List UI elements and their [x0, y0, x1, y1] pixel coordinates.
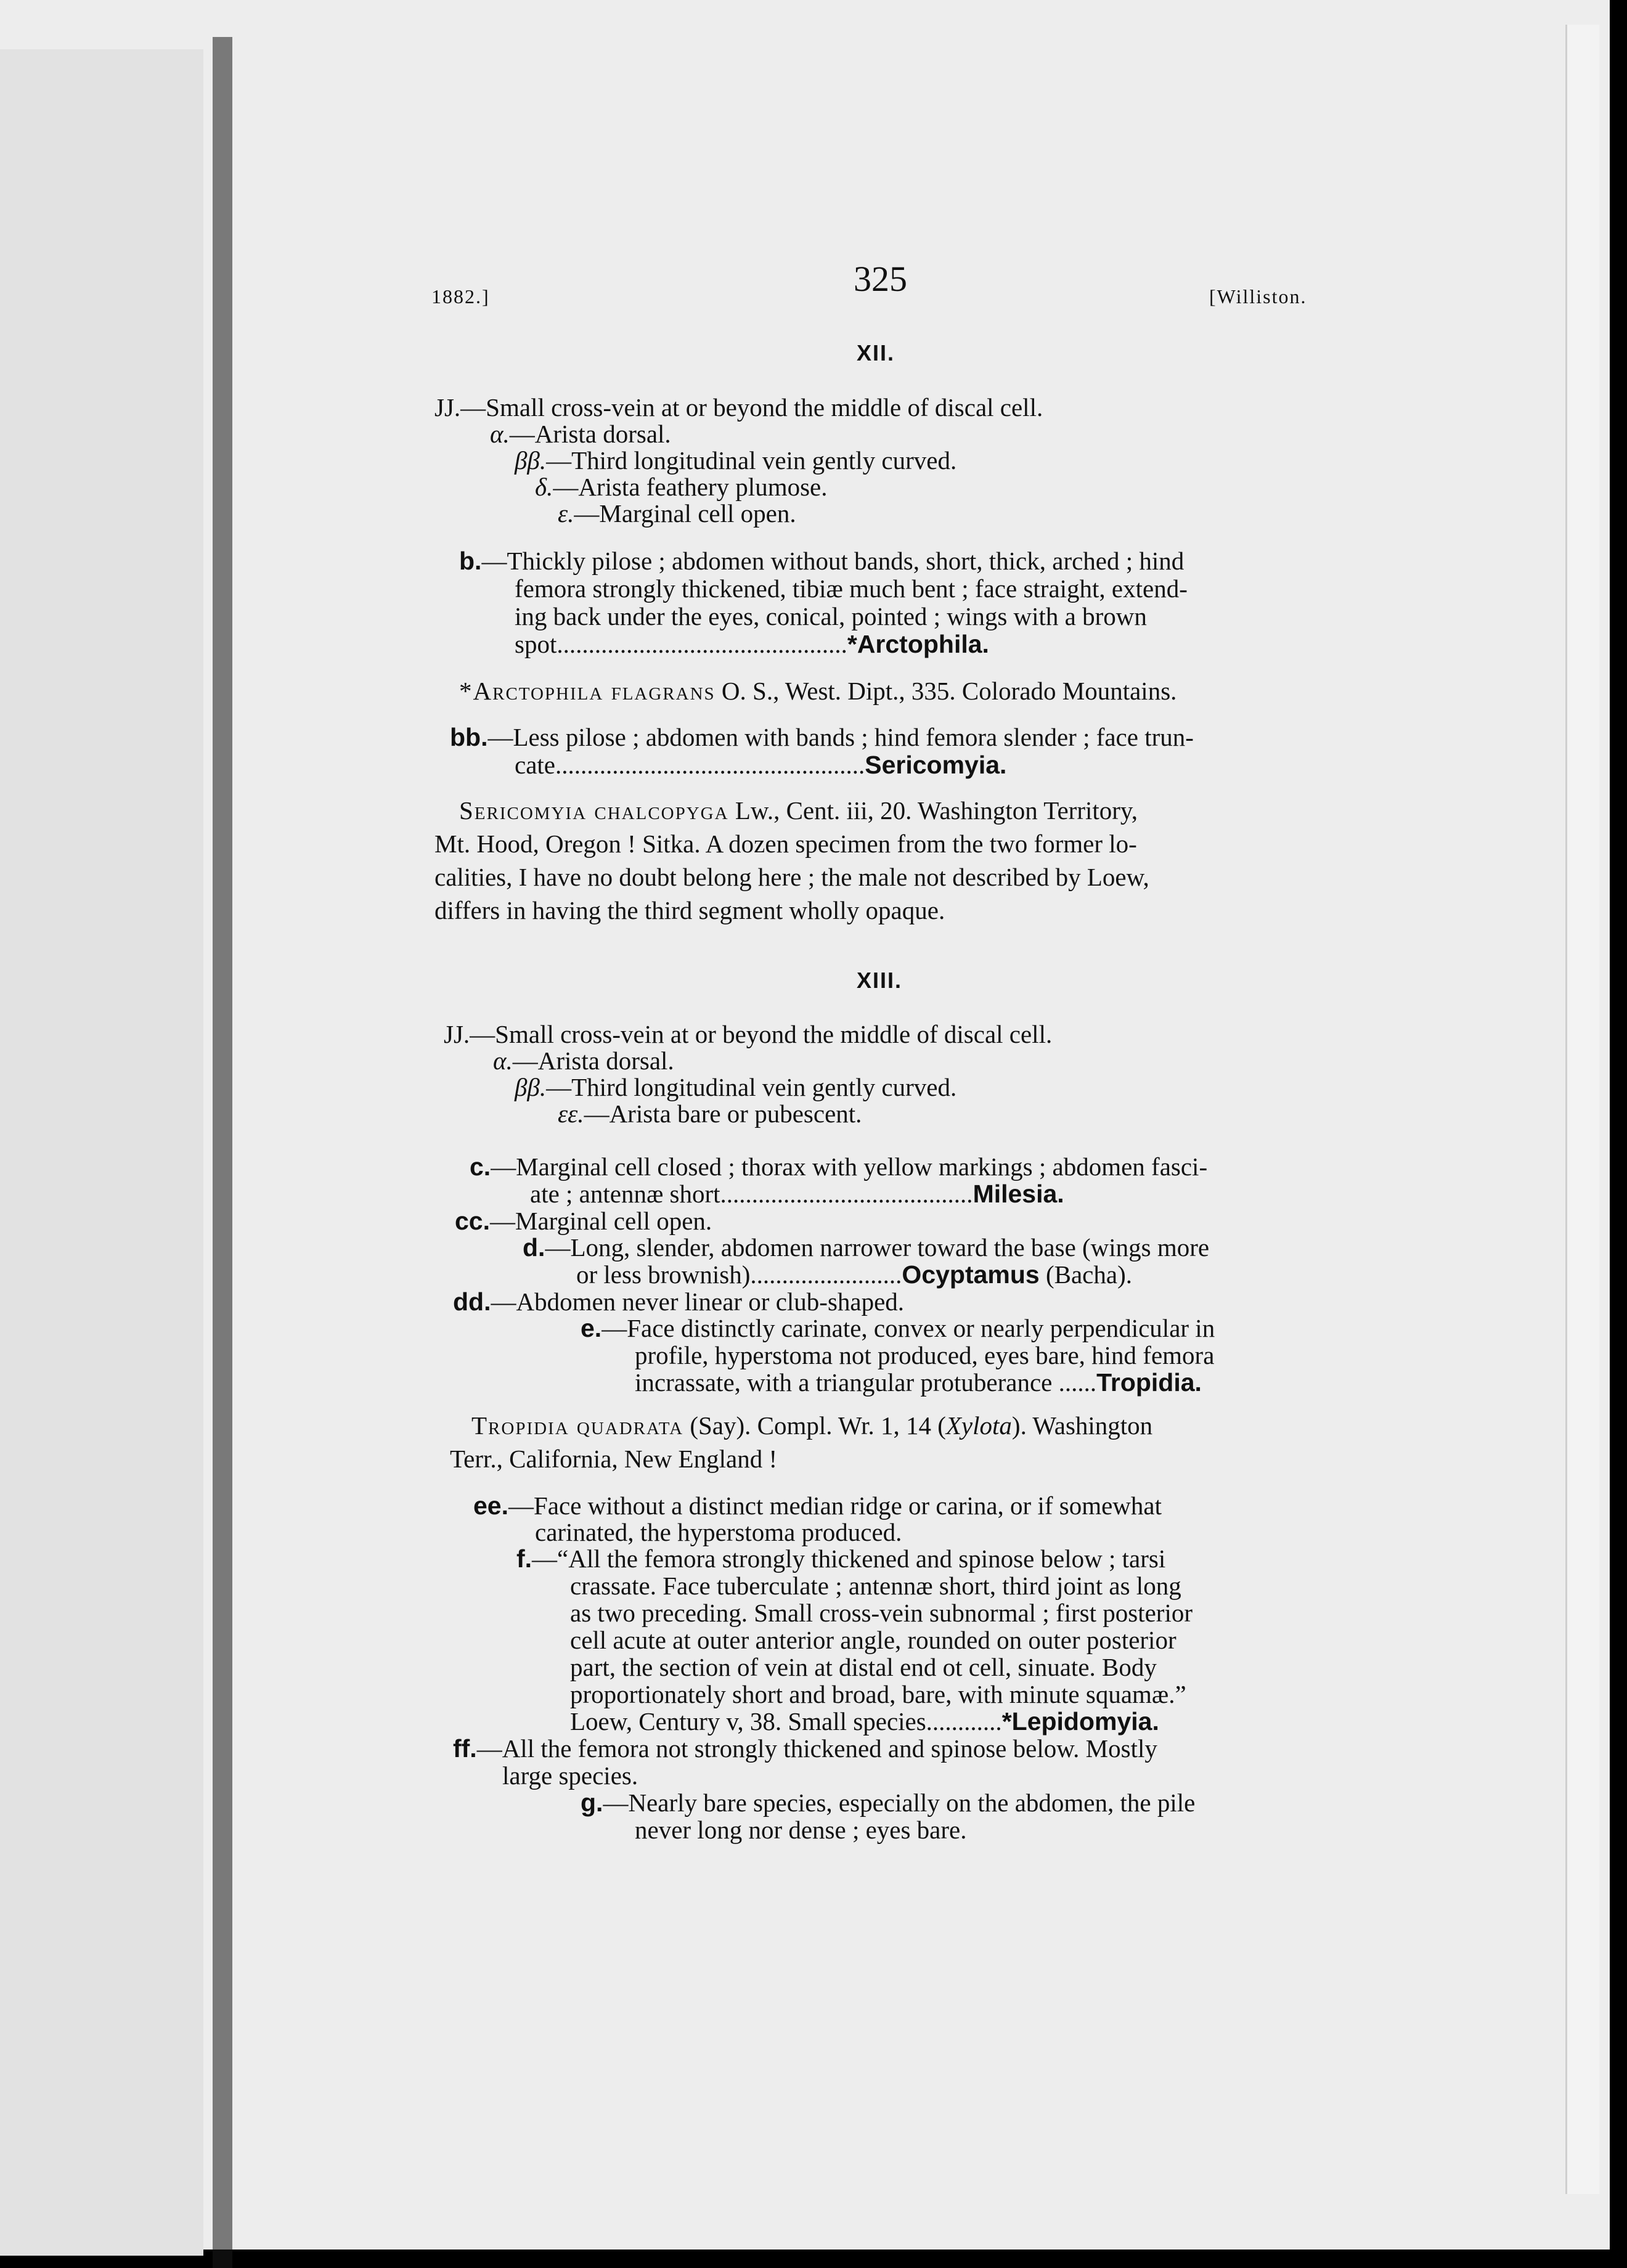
couplet-line	[576, 1260, 1132, 1289]
couplet-c	[470, 1152, 1207, 1181]
couplet-mark: b.	[459, 547, 482, 575]
key-line	[444, 1020, 1052, 1048]
couplet-line: carinated, the hyperstoma produced.	[535, 1518, 902, 1546]
couplet-mark: e.	[581, 1314, 602, 1342]
couplet-text: —Marginal cell open.	[490, 1207, 712, 1235]
couplet-text: —Face without a distinct median ridge or carina, or if somewhat	[508, 1491, 1162, 1520]
key-line	[434, 393, 1043, 422]
couplet-line	[530, 1180, 1064, 1208]
key-mark: ββ.	[515, 1073, 547, 1101]
key-mark: ε.	[558, 499, 574, 528]
section-heading-xiii: XIII.	[857, 968, 903, 993]
key-mark: εε.	[558, 1099, 584, 1128]
couplet-text: —Abdomen never linear or club-shaped.	[491, 1287, 905, 1316]
couplet-text: —Face distinctly carinate, convex or nearly perpendicular in	[601, 1314, 1215, 1342]
species-name: *Arctophila flagrans	[459, 677, 716, 705]
key-line	[515, 1073, 956, 1101]
leader-text: spot..............................................	[515, 630, 847, 658]
couplet-line	[515, 630, 989, 658]
species-text: (Say). Compl. Wr. 1, 14 (	[690, 1411, 946, 1440]
genus-name: Sericomyia.	[865, 751, 1007, 779]
couplet-d	[523, 1233, 1209, 1262]
couplet-text: —Nearly bare species, especially on the abdomen, the pile	[603, 1789, 1196, 1817]
genus-name: Milesia.	[973, 1180, 1064, 1208]
running-head-author: [Williston.	[1209, 285, 1307, 308]
genus-author: (Bacha).	[1045, 1260, 1132, 1289]
couplet-bb	[450, 723, 1194, 751]
key-mark: JJ.	[434, 393, 461, 422]
key-mark: α.	[493, 1046, 513, 1075]
couplet-line	[515, 751, 1006, 779]
key-text: —Arista dorsal.	[512, 1046, 674, 1075]
genus-name: Tropidia.	[1096, 1368, 1202, 1397]
couplet-line	[570, 1707, 1159, 1736]
couplet-text: —Long, slender, abdomen narrower toward the base (wings more	[545, 1233, 1210, 1262]
couplet-mark: f.	[516, 1544, 532, 1573]
key-line	[490, 420, 671, 448]
genus-name: *Lepidomyia.	[1001, 1707, 1159, 1736]
couplet-line: part, the section of vein at distal end ot cell, sinuate. Body	[570, 1653, 1157, 1681]
key-text: —Small cross-vein at or beyond the middle of discal cell.	[460, 393, 1043, 422]
couplet-line: cell acute at outer anterior angle, rounded on outer posterior	[570, 1626, 1176, 1654]
section-heading-xii: XII.	[857, 340, 895, 365]
couplet-line: profile, hyperstoma not produced, eyes bare, hind femora	[635, 1341, 1215, 1369]
couplet-line: ing back under the eyes, conical, pointed ; wings with a brown	[515, 602, 1147, 630]
couplet-line: femora strongly thickened, tibiæ much bent ; face straight, extend-	[515, 574, 1188, 603]
leader-text: cate.................................................	[515, 751, 865, 779]
key-text: —Small cross-vein at or beyond the middle of discal cell.	[470, 1020, 1053, 1048]
key-mark: ββ.	[515, 446, 547, 475]
leader-text: ate ; antennæ short........................................	[530, 1180, 973, 1208]
couplet-text: —Less pilose ; abdomen with bands ; hind femora slender ; face trun-	[487, 723, 1194, 751]
species-text: O. S., West. Dipt., 335. Colorado Mountains.	[721, 677, 1177, 705]
species-text: ). Washington	[1011, 1411, 1153, 1440]
key-mark: δ.	[535, 473, 553, 501]
leader-text: Loew, Century v, 38. Small species............	[570, 1707, 1002, 1736]
couplet-mark: g.	[581, 1789, 603, 1817]
species-line: Mt. Hood, Oregon ! Sitka. A dozen specimen from the two former lo-	[434, 830, 1137, 858]
species-entry	[459, 796, 1138, 825]
species-entry	[471, 1411, 1152, 1440]
couplet-text: —“All the femora strongly thickened and spinose below ; tarsi	[532, 1544, 1166, 1573]
key-line	[535, 473, 828, 501]
couplet-mark: dd.	[453, 1287, 491, 1316]
couplet-line: large species.	[502, 1761, 638, 1790]
couplet-ee	[473, 1491, 1162, 1520]
key-mark: JJ.	[444, 1020, 470, 1048]
key-line	[493, 1046, 674, 1075]
key-text: —Third longitudinal vein gently curved.	[546, 446, 957, 475]
species-name: Sericomyia chalcopyga	[459, 796, 729, 825]
couplet-mark: ee.	[473, 1491, 508, 1520]
species-line: calities, I have no doubt belong here ; the male not described by Loew,	[434, 863, 1149, 891]
couplet-text: —Thickly pilose ; abdomen without bands, short, thick, arched ; hind	[481, 547, 1185, 575]
leader-text: or less brownish)........................	[576, 1260, 902, 1289]
couplet-dd	[453, 1287, 904, 1316]
couplet-text: —Marginal cell closed ; thorax with yellow markings ; abdomen fasci-	[491, 1152, 1208, 1181]
couplet-cc	[455, 1207, 712, 1235]
species-entry	[459, 677, 1176, 705]
key-text: —Marginal cell open.	[574, 499, 796, 528]
species-text-italic: Xylota	[945, 1411, 1012, 1440]
key-line	[558, 499, 796, 528]
couplet-mark: d.	[523, 1233, 545, 1262]
key-mark: α.	[490, 420, 510, 448]
couplet-mark: c.	[470, 1152, 491, 1181]
couplet-line: as two preceding. Small cross-vein subnormal ; first posterior	[570, 1599, 1193, 1627]
couplet-g	[581, 1789, 1195, 1817]
key-text: —Arista bare or pubescent.	[584, 1099, 862, 1128]
couplet-mark: bb.	[450, 723, 488, 751]
couplet-e	[581, 1314, 1215, 1342]
species-line: Terr., California, New England !	[450, 1445, 778, 1473]
genus-name: Ocyptamus	[902, 1260, 1040, 1289]
couplet-b	[459, 547, 1184, 575]
key-text: —Arista feathery plumose.	[553, 473, 828, 501]
species-text: Lw., Cent. iii, 20. Washington Territory,	[735, 796, 1138, 825]
couplet-ff	[453, 1734, 1157, 1763]
key-line	[558, 1099, 862, 1128]
key-line	[515, 446, 956, 475]
couplet-line: proportionately short and broad, bare, with minute squamæ.”	[570, 1680, 1186, 1708]
key-text: —Arista dorsal.	[509, 420, 671, 448]
couplet-text: —All the femora not strongly thickened and spinose below. Mostly	[476, 1734, 1157, 1763]
genus-name: *Arctophila.	[847, 630, 989, 658]
couplet-mark: cc.	[455, 1207, 490, 1235]
couplet-mark: ff.	[453, 1734, 477, 1763]
species-name: Tropidia quadrata	[471, 1411, 684, 1440]
key-text: —Third longitudinal vein gently curved.	[546, 1073, 957, 1101]
running-head-year: 1882.]	[431, 285, 490, 308]
leader-text: incrassate, with a triangular protuberance ......	[635, 1368, 1097, 1397]
species-line: differs in having the third segment wholly opaque.	[434, 896, 945, 924]
couplet-f	[516, 1544, 1165, 1573]
couplet-line: crassate. Face tuberculate ; antennæ short, third joint as long	[570, 1572, 1181, 1600]
couplet-line: never long nor dense ; eyes bare.	[635, 1816, 967, 1844]
couplet-line	[635, 1368, 1202, 1397]
page-number: 325	[854, 259, 907, 299]
